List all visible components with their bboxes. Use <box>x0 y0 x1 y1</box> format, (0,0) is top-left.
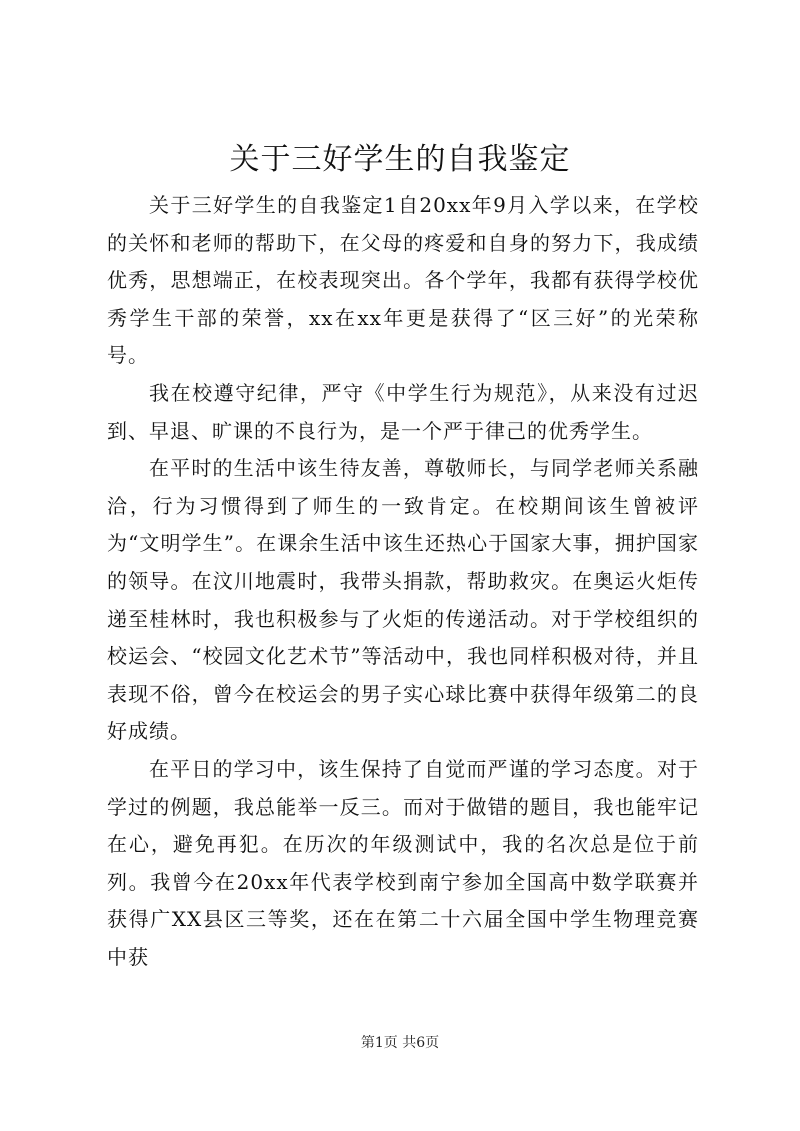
paragraph-4: 在平日的学习中，该生保持了自觉而严谨的学习态度。对于学过的例题，我总能举一反三。而对于做错的题目，我也能牢记在心，避免再犯。在历次的年级测试中，我的名次总是位于前列。我曾今在20xx年代表学校到南宁参加全国高中数学联赛并获得广XX县区三等奖，还在在第二十六届全国中学生物理竞赛中获 <box>107 756 699 969</box>
paragraph-1: 关于三好学生的自我鉴定1自20xx年9月入学以来，在学校的关怀和老师的帮助下，在父母的疼爱和自身的努力下，我成绩优秀，思想端正，在校表现突出。各个学年，我都有获得学校优秀学生干部的荣誉，xx在xx年更是获得了“区三好”的光荣称号。 <box>107 193 699 368</box>
page-number-footer: 第1页 共6页 <box>360 1035 440 1051</box>
paragraph-3: 在平时的生活中该生待友善，尊敬师长，与同学老师关系融洽，行为习惯得到了师生的一致肯定。在校期间该生曾被评为“文明学生”。在课余生活中该生还热心于国家大事，拥护国家的领导。在汶川地震时，我带头捐款，帮助救灾。在奥运火炬传递至桂林时，我也积极参与了火炬的传递活动。对于学校组织的校运会、“校园文化艺术节”等活动中，我也同样积极对待，并且表现不俗，曾今在校运会的男子实心球比赛中获得年级第二的良好成绩。 <box>107 456 699 744</box>
document-title: 关于三好学生的自我鉴定 <box>229 142 571 177</box>
paragraph-2: 我在校遵守纪律，严守《中学生行为规范》，从来没有过迟到、早退、旷课的不良行为，是一个严于律己的优秀学生。 <box>107 380 699 443</box>
document-body <box>107 187 699 976</box>
